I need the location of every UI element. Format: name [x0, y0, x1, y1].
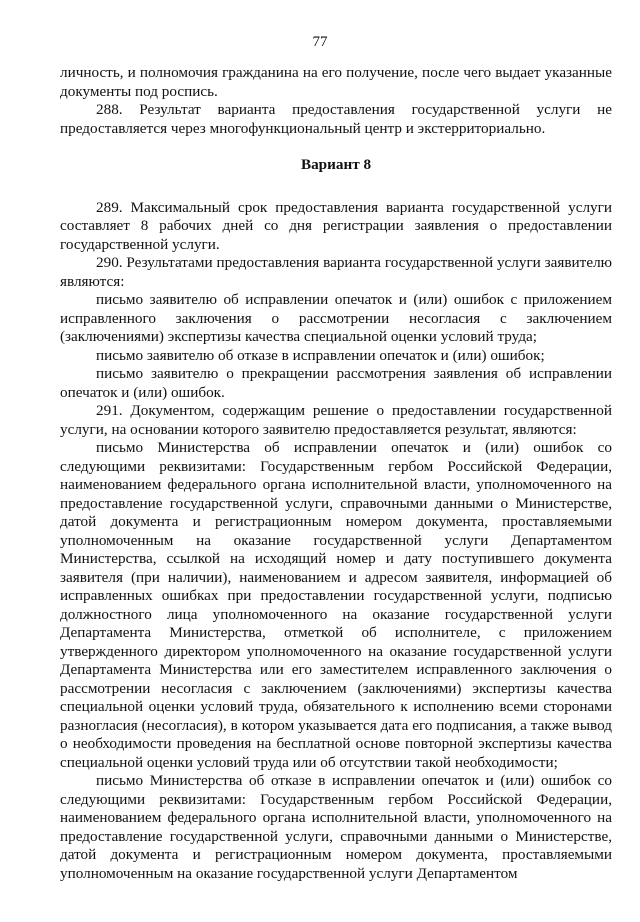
- document-item-corrections-letter: письмо Министерства об исправлении опечаток и (или) ошибок со следующими реквизитами: Государственным гербом Российской Федерации, наименованием федерального органа исполнительной власти, уполномоченного на предоставление государственной услуги, справочными данными о Министерстве, датой документа и регистрационным номером документа, проставляемыми уполномоченным на оказание государственной услуги Департаментом Министерства, ссылкой на исходящий номер и дату поступившего документа заявителя (при наличии), наименованием и адресом заявителя, информацией об исправленных ошибках при предоставлении государственной услуги, подписью должностного лица уполномоченного на оказание государственной услуги Департамента Министерства, отметкой об исполнителе, с приложением утвержденного директором уполномоченного на оказание государственной услуги Департамента Министерства или его заместителем исправленного заключения о рассмотрении несогласия с заключением (заключениями) экспертизы качества специальной оценки условий труда, обязательного к исполнению всеми сторонами разногласия (несогласия), в котором указывается дата его подписания, а также вывод о необходимости проведения на бесплатной основе повторной экспертизы качества специальной оценки условий труда или об отсутствии такой необходимости;: [60, 439, 612, 771]
- document-body: [60, 64, 612, 883]
- page-number: 77: [312, 34, 328, 50]
- paragraph-290: 290. Результатами предоставления варианта государственной услуги заявителю являются:: [60, 254, 612, 290]
- result-item-corrections: письмо заявителю об исправлении опечаток и (или) ошибок с приложением исправленного заключения о рассмотрении несогласия с заключением (заключениями) экспертизы качества специальной оценки условий труда;: [60, 291, 612, 345]
- document-item-refusal-letter: письмо Министерства об отказе в исправлении опечаток и (или) ошибок со следующими реквизитами: Государственным гербом Российской Федерации, наименованием федерального органа исполнительной власти, уполномоченного на предоставление государственной услуги, справочными данными о Министерстве, датой документа и регистрационным номером документа, проставляемыми уполномоченным на оказание государственной услуги Департаментом: [60, 772, 612, 882]
- paragraph-288: 288. Результат варианта предоставления государственной услуги не предоставляется через многофункциональный центр и экстерриториально.: [60, 101, 612, 137]
- paragraph-continuation: личность, и полномочия гражданина на его получение, после чего выдает указанные документы под роспись.: [60, 64, 612, 100]
- result-item-refusal: письмо заявителю об отказе в исправлении опечаток и (или) ошибок;: [96, 346, 545, 364]
- result-item-termination: письмо заявителю о прекращении рассмотрения заявления об исправлении опечаток и (или) ошибок.: [60, 365, 612, 401]
- paragraph-289: 289. Максимальный срок предоставления варианта государственной услуги составляет 8 рабочих дней со дня регистрации заявления о предоставлении государственной услуги.: [60, 198, 612, 253]
- section-heading: Вариант 8: [300, 156, 372, 173]
- paragraph-291: 291. Документом, содержащим решение о предоставлении государственной услуги, на основании которого заявителю предоставляется результат, являются:: [60, 402, 612, 438]
